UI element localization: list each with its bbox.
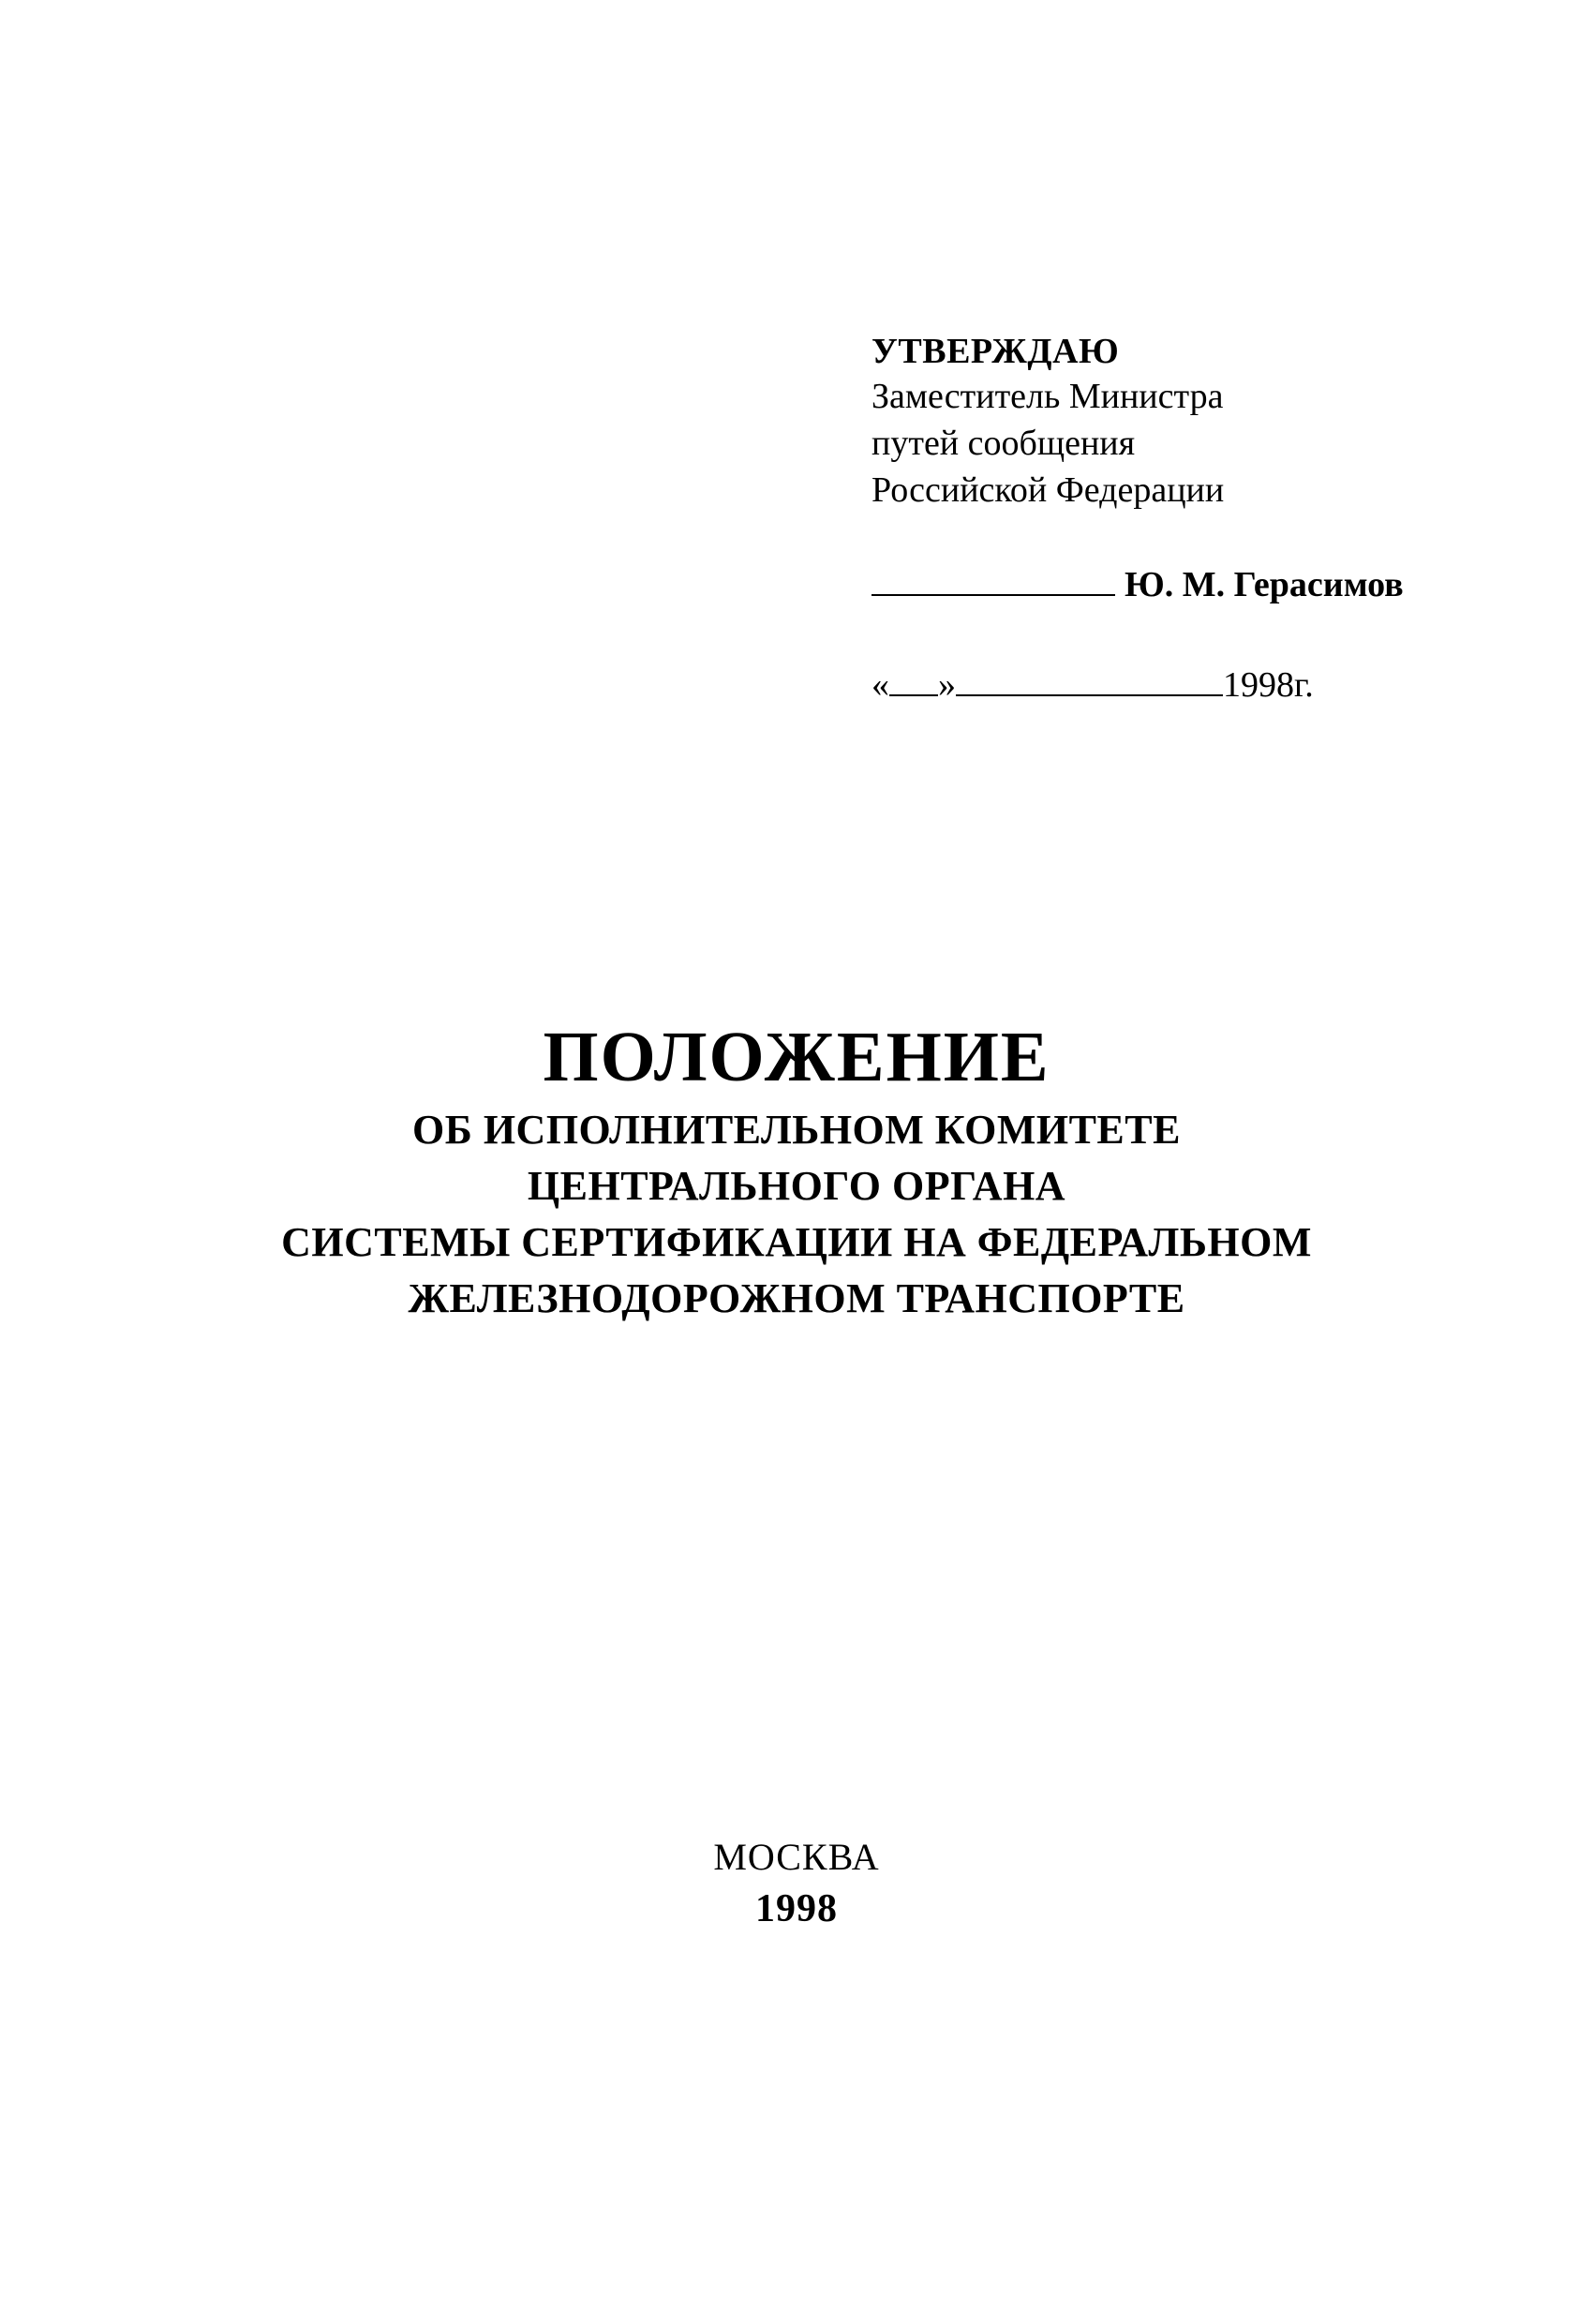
- date-close-quote: »: [938, 665, 956, 705]
- document-title-block: [94, 1012, 1499, 1327]
- document-subtitle-line-1: ОБ ИСПОЛНИТЕЛЬНОМ КОМИТЕТЕ: [412, 1107, 1181, 1153]
- document-subtitle-line-2: ЦЕНТРАЛЬНОГО ОРГАНА: [527, 1163, 1066, 1209]
- publication-footer: [469, 1832, 1125, 1935]
- date-year: 1998г.: [1223, 665, 1314, 705]
- approval-date-row: [871, 661, 1527, 708]
- signatory-name: Ю. М. Герасимов: [1125, 565, 1404, 604]
- publication-year: 1998: [755, 1887, 838, 1930]
- document-subtitle-line-3: СИСТЕМЫ СЕРТИФИКАЦИИ НА ФЕДЕРАЛЬНОМ: [281, 1219, 1312, 1265]
- date-open-quote: «: [871, 665, 889, 705]
- publication-city: МОСКВА: [713, 1836, 880, 1878]
- approval-position-line-2: путей сообщения: [871, 424, 1136, 463]
- date-month-blank: [956, 661, 1223, 696]
- approval-position-line-3: Российской Федерации: [871, 470, 1225, 510]
- approval-heading: УТВЕРЖДАЮ: [871, 332, 1120, 371]
- document-title: ПОЛОЖЕНИЕ: [543, 1018, 1050, 1096]
- signature-blank-line: [871, 560, 1115, 596]
- date-day-blank: [889, 661, 938, 696]
- document-subtitle-line-4: ЖЕЛЕЗНОДОРОЖНОМ ТРАНСПОРТЕ: [408, 1275, 1185, 1321]
- signature-row: [871, 560, 1527, 607]
- approval-position-line-1: Заместитель Министра: [871, 377, 1224, 416]
- approval-block: [871, 330, 1527, 514]
